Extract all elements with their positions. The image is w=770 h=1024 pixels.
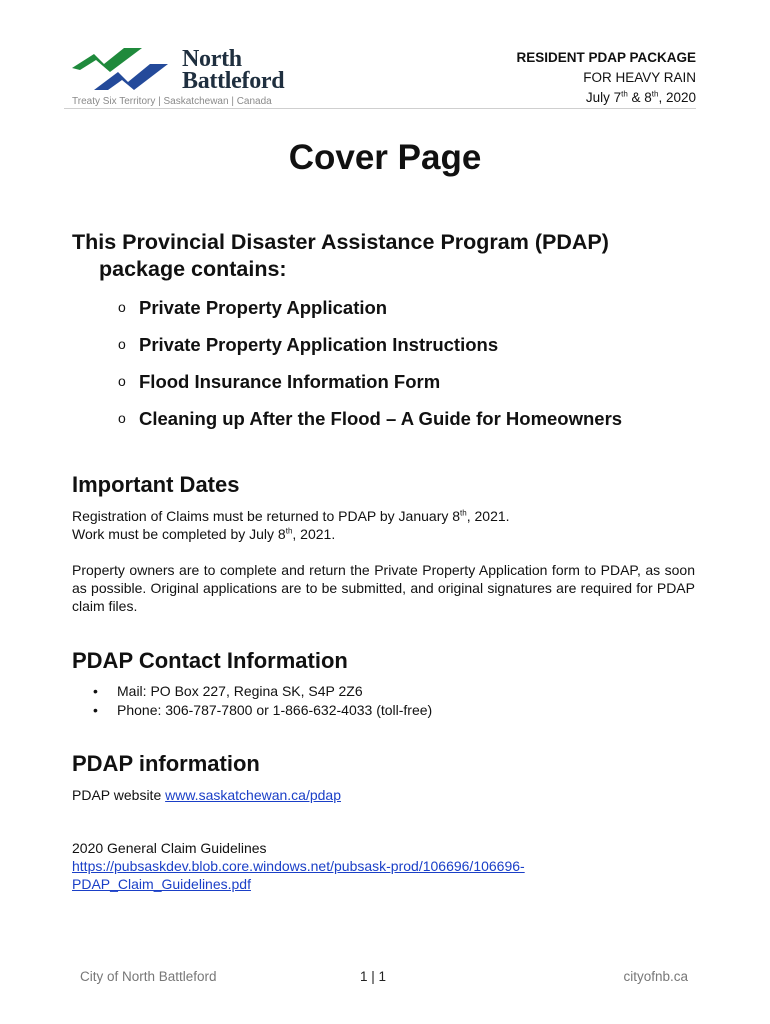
logo-text-battleford: Battleford (182, 68, 285, 94)
important-dates-heading: Important Dates (72, 472, 240, 497)
package-title: RESIDENT PDAP PACKAGE (516, 50, 696, 65)
footer-website: cityofnb.ca (623, 969, 688, 984)
guidelines-label: 2020 General Claim Guidelines (72, 840, 267, 856)
page-title: Cover Page (288, 138, 482, 177)
guidelines-link-block (72, 857, 695, 893)
contact-heading: PDAP Contact Information (72, 648, 348, 673)
list-item: o Private Property Application Instructions (118, 334, 499, 355)
bullet-icon: • (93, 702, 98, 718)
guidelines-link[interactable]: https://pubsaskdev.blob.core.windows.net/pubsask-prod/106696/106696- PDAP_Claim_Guidelines.pdf (72, 858, 525, 892)
logo-text-north: North (182, 46, 242, 72)
circle-bullet-icon: o (118, 410, 126, 426)
header-divider (64, 108, 696, 109)
important-dates-lines: Registration of Claims must be returned to PDAP by January 8th, 2021. Work must be completed by July 8th, 2021. (72, 508, 510, 542)
circle-bullet-icon: o (118, 336, 126, 352)
contains-heading: This Provincial Disaster Assistance Program (PDAP) package contains: (72, 230, 609, 281)
pdap-website-line: PDAP website www.saskatchewan.ca/pdap (72, 787, 341, 803)
important-dates-paragraph: Property owners are to complete and return the Private Property Application form to PDAP, as soon as possible. Original applications are to be submitted, and original signatures are required for PDAP claim files. (72, 562, 695, 614)
contents-list (118, 295, 622, 443)
list-item: • Mail: PO Box 227, Regina SK, S4P 2Z6 (93, 683, 363, 699)
list-item: o Cleaning up After the Flood – A Guide for Homeowners (118, 408, 623, 429)
list-item: o Flood Insurance Information Form (118, 371, 441, 392)
contact-list (72, 682, 432, 720)
header-package-info (516, 48, 696, 108)
footer-page-number: 1 | 1 (359, 969, 387, 984)
bullet-icon: • (93, 683, 98, 699)
city-logo (72, 46, 312, 96)
footer-city-name: City of North Battleford (80, 969, 217, 984)
list-item: o Private Property Application (118, 297, 388, 318)
circle-bullet-icon: o (118, 373, 126, 389)
package-subtitle: FOR HEAVY RAIN (583, 70, 696, 85)
pdap-website-link[interactable]: www.saskatchewan.ca/pdap (165, 787, 341, 803)
package-date: July 7th & 8th, 2020 (585, 89, 696, 105)
territory-tagline: Treaty Six Territory | Saskatchewan | Canada (72, 96, 272, 107)
pdap-info-heading: PDAP information (72, 751, 260, 776)
circle-bullet-icon: o (118, 299, 126, 315)
logo-mark-icon (72, 46, 172, 94)
list-item: • Phone: 306-787-7800 or 1-866-632-4033 (toll-free) (93, 702, 433, 718)
